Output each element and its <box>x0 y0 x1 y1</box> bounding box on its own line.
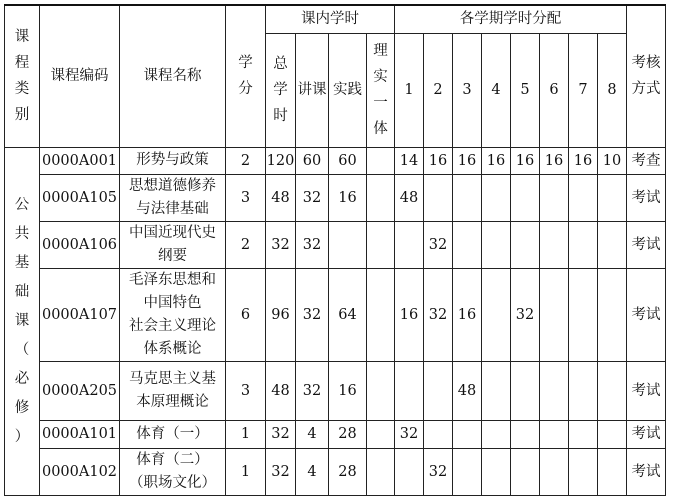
header-credits: 学 分 <box>226 5 266 147</box>
credits-cell: 3 <box>226 174 266 221</box>
table-row <box>5 420 666 448</box>
semester-2-hours <box>424 420 453 448</box>
course-name-line: 毛泽东思想和 <box>129 271 216 288</box>
semester-5-hours <box>511 448 540 495</box>
semester-7-hours <box>569 174 598 221</box>
semester-6-hours <box>540 448 569 495</box>
table-row <box>5 174 666 221</box>
semester-3-hours <box>453 221 482 268</box>
semester-3-hours <box>453 448 482 495</box>
semester-6-hours: 16 <box>540 147 569 174</box>
assessment-cell: 考试 <box>627 268 666 361</box>
table-row <box>5 268 666 361</box>
semester-6-hours <box>540 268 569 361</box>
integrated-hours-cell <box>367 448 395 495</box>
course-name <box>120 221 226 268</box>
course-name-line: （职场文化） <box>129 474 216 491</box>
header-semester-2: 2 <box>424 33 453 147</box>
header-category: 课 程 类 别 <box>5 5 40 147</box>
header-semester-4: 4 <box>482 33 511 147</box>
semester-5-hours <box>511 221 540 268</box>
header-semester-1: 1 <box>395 33 424 147</box>
semester-1-hours: 16 <box>395 268 424 361</box>
header-practice: 实践 <box>329 33 367 147</box>
table-row <box>5 361 666 420</box>
course-name-line: 本原理概论 <box>136 393 209 410</box>
semester-4-hours: 16 <box>482 147 511 174</box>
semester-3-hours: 48 <box>453 361 482 420</box>
lecture-hours-cell: 60 <box>296 147 329 174</box>
header-lecture: 讲课 <box>296 33 329 147</box>
semester-8-hours <box>598 174 627 221</box>
table-row <box>5 147 666 174</box>
semester-1-hours <box>395 361 424 420</box>
semester-6-hours <box>540 420 569 448</box>
lecture-hours-cell: 32 <box>296 361 329 420</box>
semester-2-hours: 32 <box>424 268 453 361</box>
header-course-name: 课程名称 <box>120 5 226 147</box>
semester-8-hours <box>598 221 627 268</box>
semester-4-hours <box>482 361 511 420</box>
total-hours-cell: 96 <box>266 268 296 361</box>
practice-hours-cell: 28 <box>329 420 367 448</box>
semester-3-hours: 16 <box>453 147 482 174</box>
header-semester-distribution: 各学期学时分配 <box>395 5 627 33</box>
header-semester-7: 7 <box>569 33 598 147</box>
semester-5-hours: 32 <box>511 268 540 361</box>
header-total-hours: 总 学 时 <box>266 33 296 147</box>
course-name <box>120 448 226 495</box>
total-hours-cell: 32 <box>266 221 296 268</box>
semester-8-hours: 10 <box>598 147 627 174</box>
course-name-line: 纲要 <box>158 247 187 264</box>
credits-cell: 2 <box>226 221 266 268</box>
header-theory-practice-integrated: 理 实 一 体 <box>367 33 395 147</box>
header-semester-8: 8 <box>598 33 627 147</box>
semester-3-hours <box>453 420 482 448</box>
semester-7-hours <box>569 361 598 420</box>
course-name-line: 形势与政策 <box>136 152 209 168</box>
credits-cell: 1 <box>226 448 266 495</box>
semester-7-hours <box>569 268 598 361</box>
lecture-hours-cell: 4 <box>296 420 329 448</box>
table-body <box>5 147 666 495</box>
course-name <box>120 147 226 174</box>
course-code: 0000A107 <box>40 268 120 361</box>
integrated-hours-cell <box>367 221 395 268</box>
course-name-line: 体育（二） <box>136 451 209 468</box>
lecture-hours-cell: 4 <box>296 448 329 495</box>
course-name <box>120 174 226 221</box>
integrated-hours-cell <box>367 268 395 361</box>
semester-3-hours <box>453 174 482 221</box>
semester-6-hours <box>540 361 569 420</box>
header-assessment: 考核 方式 <box>627 5 666 147</box>
semester-4-hours <box>482 448 511 495</box>
semester-4-hours <box>482 268 511 361</box>
practice-hours-cell: 28 <box>329 448 367 495</box>
practice-hours-cell <box>329 221 367 268</box>
assessment-cell: 考试 <box>627 448 666 495</box>
assessment-cell: 考试 <box>627 221 666 268</box>
credits-cell: 3 <box>226 361 266 420</box>
header-course-code: 课程编码 <box>40 5 120 147</box>
total-hours-cell: 32 <box>266 420 296 448</box>
header-semester-6: 6 <box>540 33 569 147</box>
category-public-basic-required: 公 共 基 础 课 （ 必 修 ） <box>5 147 40 495</box>
semester-7-hours: 16 <box>569 147 598 174</box>
semester-3-hours: 16 <box>453 268 482 361</box>
semester-8-hours <box>598 448 627 495</box>
semester-1-hours <box>395 448 424 495</box>
course-name <box>120 361 226 420</box>
semester-8-hours <box>598 268 627 361</box>
credits-cell: 2 <box>226 147 266 174</box>
semester-4-hours <box>482 174 511 221</box>
semester-5-hours <box>511 361 540 420</box>
course-code: 0000A001 <box>40 147 120 174</box>
semester-2-hours <box>424 361 453 420</box>
semester-4-hours <box>482 420 511 448</box>
practice-hours-cell: 16 <box>329 361 367 420</box>
header-in-class-hours: 课内学时 <box>266 5 395 33</box>
course-name-line: 体育（一） <box>136 425 209 442</box>
course-name <box>120 420 226 448</box>
integrated-hours-cell <box>367 174 395 221</box>
lecture-hours-cell: 32 <box>296 174 329 221</box>
total-hours-cell: 48 <box>266 174 296 221</box>
credits-cell: 1 <box>226 420 266 448</box>
course-code: 0000A106 <box>40 221 120 268</box>
semester-2-hours: 16 <box>424 147 453 174</box>
semester-8-hours <box>598 361 627 420</box>
total-hours-cell: 32 <box>266 448 296 495</box>
table-row <box>5 221 666 268</box>
lecture-hours-cell: 32 <box>296 268 329 361</box>
practice-hours-cell: 16 <box>329 174 367 221</box>
semester-5-hours <box>511 174 540 221</box>
total-hours-cell: 48 <box>266 361 296 420</box>
assessment-cell: 考查 <box>627 147 666 174</box>
integrated-hours-cell <box>367 147 395 174</box>
table-row <box>5 448 666 495</box>
course-name-line: 思想道德修养 <box>129 177 216 194</box>
semester-7-hours <box>569 420 598 448</box>
table-header <box>5 5 666 147</box>
semester-6-hours <box>540 174 569 221</box>
course-code: 0000A102 <box>40 448 120 495</box>
integrated-hours-cell <box>367 361 395 420</box>
assessment-cell: 考试 <box>627 174 666 221</box>
practice-hours-cell: 64 <box>329 268 367 361</box>
course-schedule-table <box>4 4 666 496</box>
semester-4-hours <box>482 221 511 268</box>
course-code: 0000A101 <box>40 420 120 448</box>
course-name-line: 社会主义理论 <box>129 317 216 334</box>
semester-6-hours <box>540 221 569 268</box>
total-hours-cell: 120 <box>266 147 296 174</box>
course-name-line: 马克思主义基 <box>129 370 216 387</box>
semester-2-hours: 32 <box>424 448 453 495</box>
practice-hours-cell: 60 <box>329 147 367 174</box>
course-name-line: 体系概论 <box>143 340 202 357</box>
course-name-line: 与法律基础 <box>136 200 209 217</box>
semester-7-hours <box>569 448 598 495</box>
semester-1-hours <box>395 221 424 268</box>
course-code: 0000A105 <box>40 174 120 221</box>
lecture-hours-cell: 32 <box>296 221 329 268</box>
course-code: 0000A205 <box>40 361 120 420</box>
course-name-line: 中国特色 <box>143 294 202 311</box>
semester-1-hours: 48 <box>395 174 424 221</box>
semester-5-hours: 16 <box>511 147 540 174</box>
header-semester-3: 3 <box>453 33 482 147</box>
assessment-cell: 考试 <box>627 420 666 448</box>
course-name <box>120 268 226 361</box>
semester-8-hours <box>598 420 627 448</box>
semester-2-hours <box>424 174 453 221</box>
semester-2-hours: 32 <box>424 221 453 268</box>
integrated-hours-cell <box>367 420 395 448</box>
course-name-line: 中国近现代史 <box>129 224 216 241</box>
semester-7-hours <box>569 221 598 268</box>
credits-cell: 6 <box>226 268 266 361</box>
header-semester-5: 5 <box>511 33 540 147</box>
semester-1-hours: 32 <box>395 420 424 448</box>
semester-1-hours: 14 <box>395 147 424 174</box>
semester-5-hours <box>511 420 540 448</box>
assessment-cell: 考试 <box>627 361 666 420</box>
